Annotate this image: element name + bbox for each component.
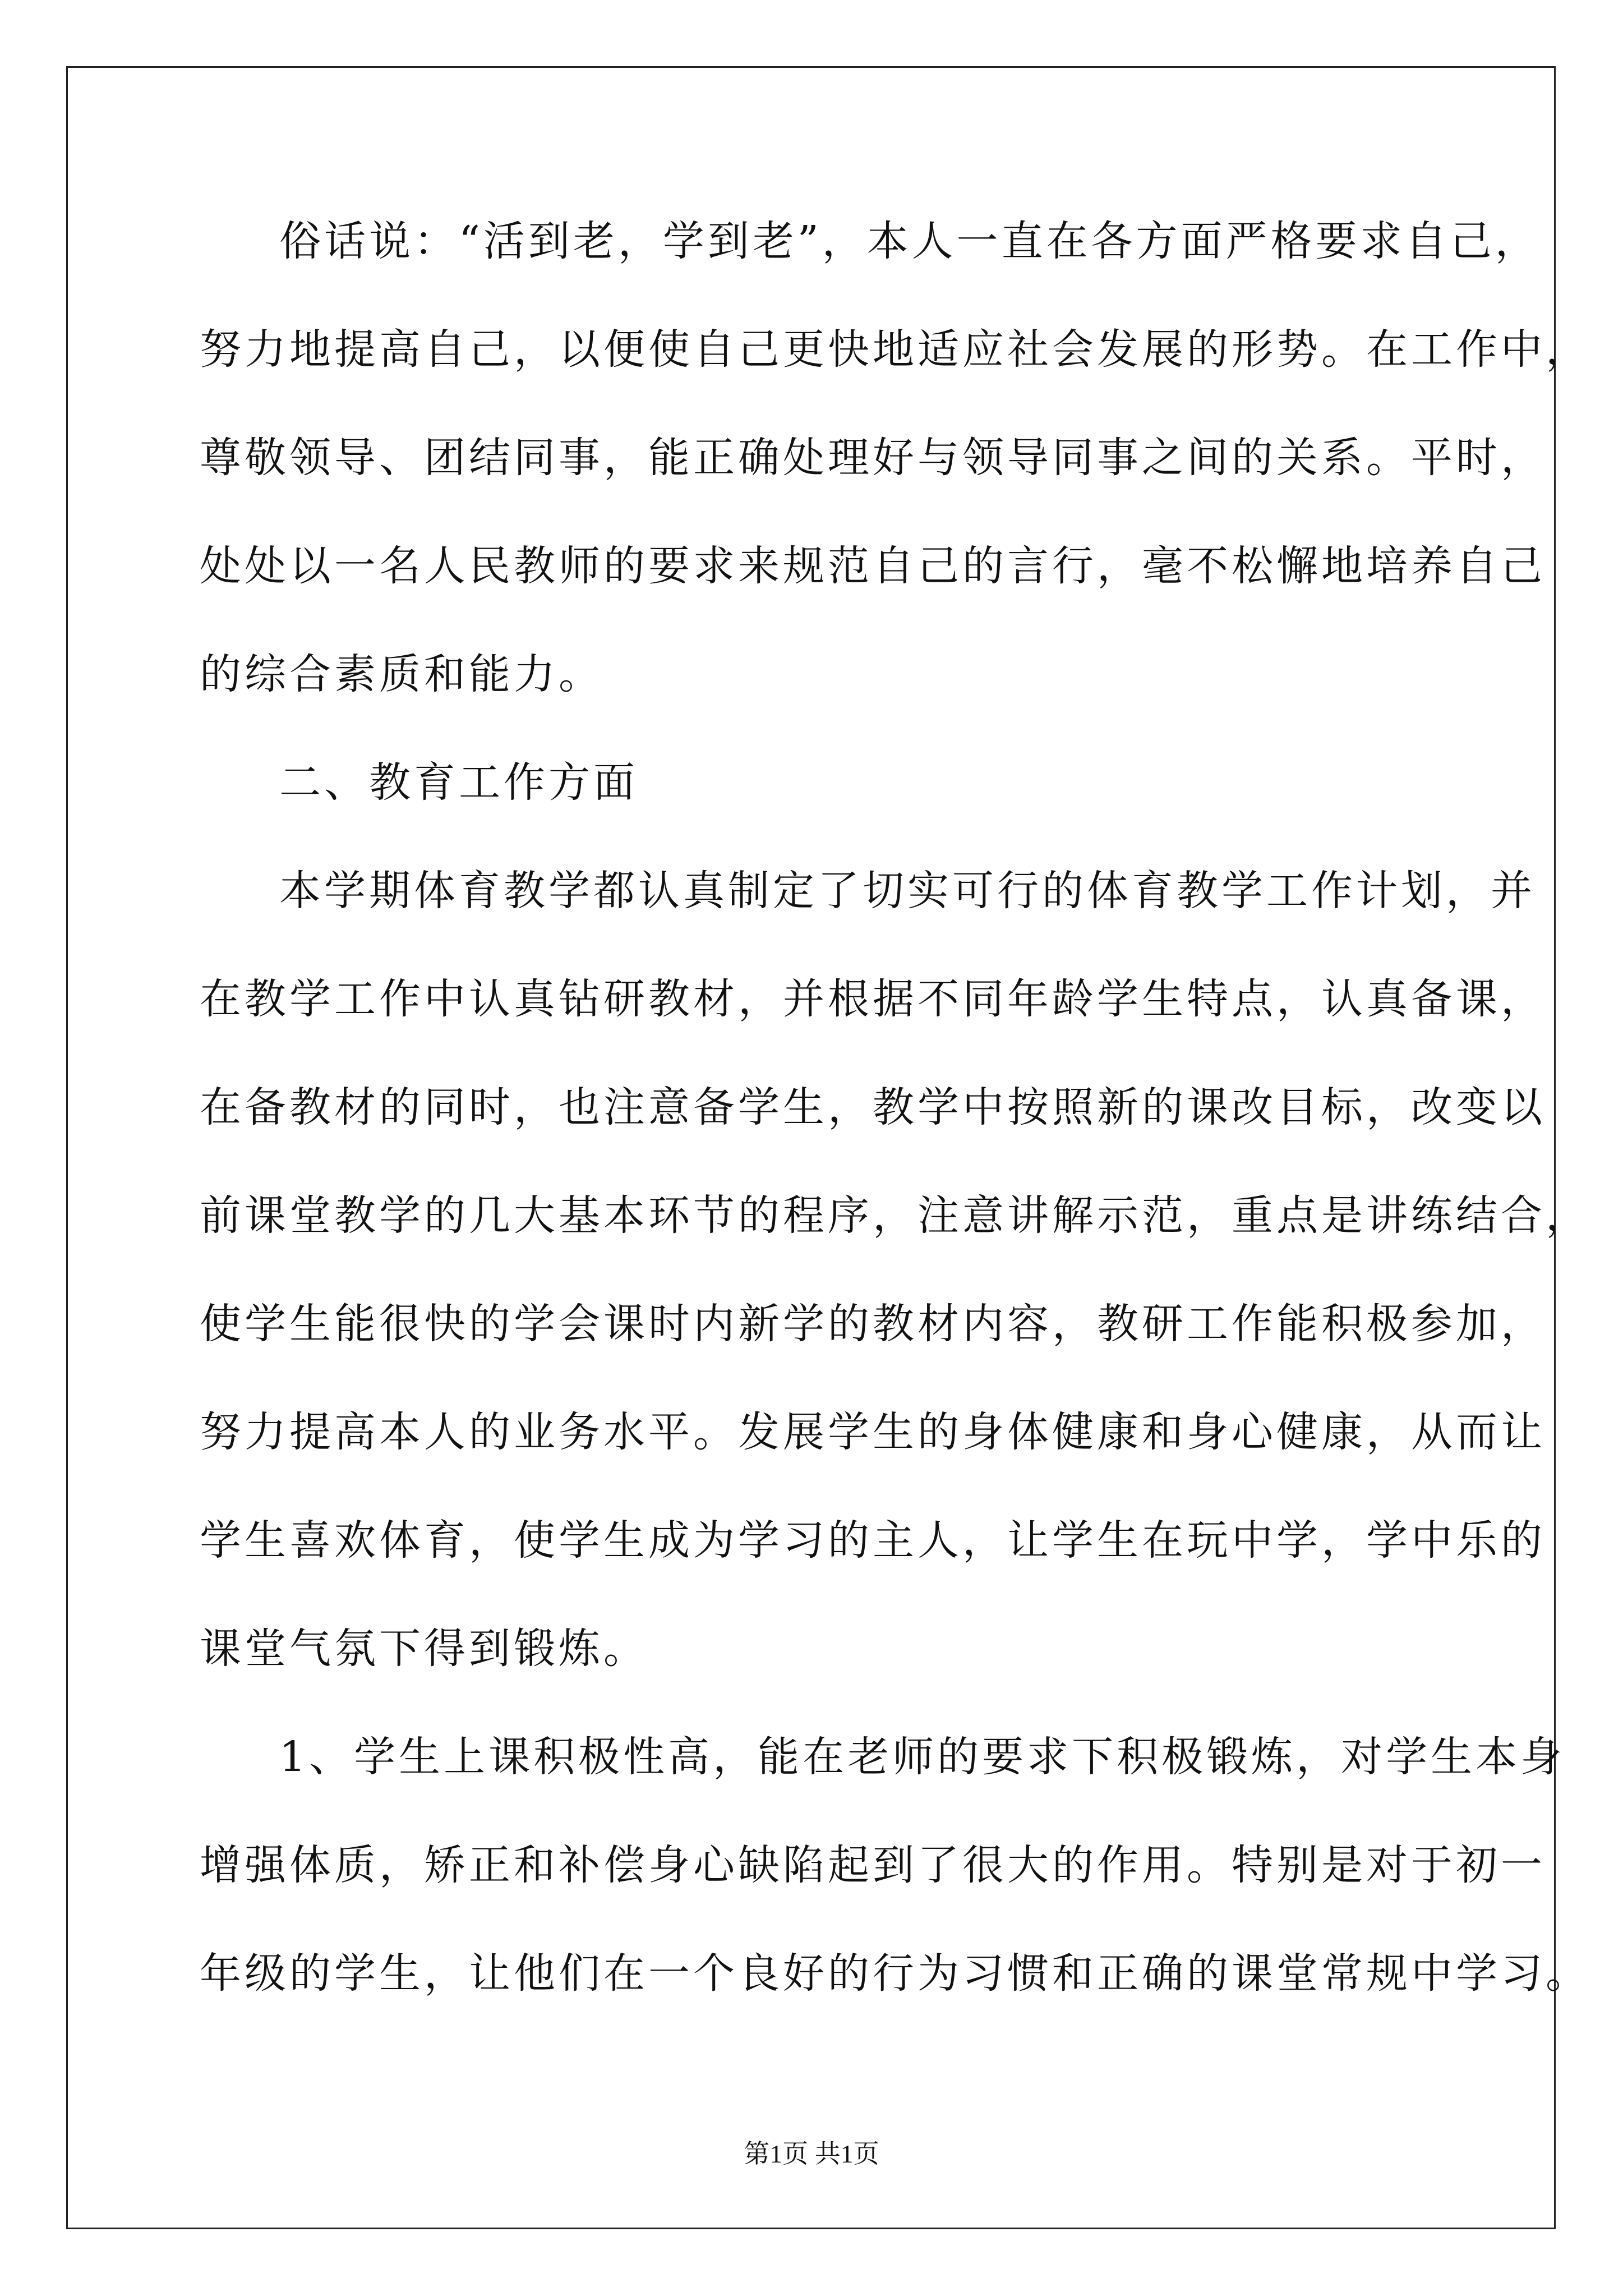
text-line-7: 本学期体育教学都认真制定了切实可行的体育教学工作计划，并 [279, 867, 1536, 915]
text-line-1: 俗话说：“活到老，学到老”，本人一直在各方面严格要求自己， [279, 217, 1540, 265]
text-line-5: 的综合素质和能力。 [200, 650, 603, 698]
text-line-12: 努力提高本人的业务水平。发展学生的身体健康和身心健康，从而让 [200, 1408, 1546, 1456]
text-line-15: 1、学生上课积极性高，能在老师的要求下积极锻炼，对学生本身 [279, 1733, 1566, 1781]
section-heading: 二、教育工作方面 [279, 758, 638, 807]
text-line-17: 年级的学生，让他们在一个良好的行为习惯和正确的课堂常规中学习。 [200, 1949, 1590, 1998]
text-line-3: 尊敬领导、团结同事，能正确处理好与领导同事之间的关系。平时， [200, 434, 1546, 482]
text-line-9: 在备教材的同时，也注意备学生，教学中按照新的课改目标，改变以 [200, 1083, 1546, 1131]
text-line-16: 增强体质，矫正和补偿身心缺陷起到了很大的作用。特别是对于初一 [200, 1841, 1546, 1889]
text-line-11: 使学生能很快的学会课时内新学的教材内容，教研工作能积极参加， [200, 1300, 1546, 1348]
text-line-4: 处处以一名人民教师的要求来规范自己的言行，毫不松懈地培养自己 [200, 542, 1546, 590]
text-line-8: 在教学工作中认真钻研教材，并根据不同年龄学生特点，认真备课， [200, 975, 1546, 1023]
text-line-2: 努力地提高自己，以便使自己更快地适应社会发展的形势。在工作中， [200, 325, 1590, 374]
page-border [66, 66, 1590, 2229]
page-footer: 第1页 共1页 [744, 2139, 879, 2168]
text-line-10: 前课堂教学的几大基本环节的程序，注意讲解示范，重点是讲练结合， [200, 1191, 1590, 1240]
text-line-13: 学生喜欢体育，使学生成为学习的主人，让学生在玩中学，学中乐的 [200, 1516, 1546, 1565]
text-line-14: 课堂气氛下得到锻炼。 [200, 1625, 648, 1673]
